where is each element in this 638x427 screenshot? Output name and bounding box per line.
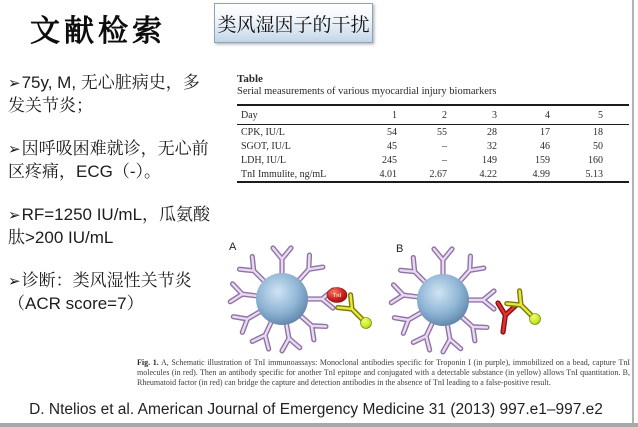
- slide-right-border: [632, 0, 634, 427]
- row-label: TnI Immulite, ng/mL: [241, 168, 327, 180]
- tni-label: TnI: [332, 293, 342, 299]
- table-row: [237, 167, 629, 182]
- cell: 45: [387, 140, 397, 152]
- cell: 50: [593, 140, 603, 152]
- cell: 4.22: [479, 168, 497, 180]
- tracer-ball-a: [361, 318, 372, 329]
- cell: 54: [387, 126, 397, 138]
- cell: 159: [535, 154, 550, 166]
- biomarker-table-block: [237, 73, 629, 183]
- cell: 55: [437, 126, 447, 138]
- bead-a: [256, 273, 308, 325]
- tracer-ball-b: [530, 314, 541, 325]
- cell: 160: [588, 154, 603, 166]
- column-header-4: 4: [545, 110, 550, 121]
- table-label: Table: [237, 73, 263, 85]
- cell: 4.01: [379, 168, 397, 180]
- row-label: CPK, IU/L: [241, 126, 285, 138]
- bullet-marker: ➢: [8, 207, 21, 224]
- cell: 28: [487, 126, 497, 138]
- row-label: LDH, IU/L: [241, 154, 286, 166]
- row-label: SGOT, IU/L: [241, 140, 291, 152]
- bullet-item-labs: ➢RF=1250 IU/mL，瓜氨酸肽>200 IU/mL: [8, 205, 211, 247]
- bead-a-antibodies: [230, 248, 333, 351]
- cell: 32: [487, 140, 497, 152]
- bead-b-antibodies: [391, 249, 494, 352]
- figure-caption: Fig. 1. A, Schematic illustration of TnI immunoassays: Monoclonal antibodies specific for Troponin I (in purple), immobilized on a bead, capture TnI molecules (in red). Then an antibody specific for another TnI epitope and conjugated with a detectable substance (in yellow) allows TnI quantitation. B, Rheumatoid factor (in red) can bridge the capture and detection antibodies in the absence of TnI leading to a false-positive result.: [137, 358, 630, 387]
- bullet-list: [8, 72, 216, 336]
- panel-a-label: A: [229, 241, 237, 253]
- cell: –: [442, 140, 447, 152]
- column-header-1: 1: [392, 110, 397, 121]
- page-title: 文献检索: [30, 15, 166, 48]
- figure-caption-lead: Fig. 1.: [137, 358, 159, 367]
- column-header-5: 5: [598, 110, 603, 121]
- immunoassay-figure: [215, 233, 635, 358]
- column-header-2: 2: [442, 110, 447, 121]
- table-header-row: [237, 105, 629, 125]
- rheumatoid-factor-antibody: [494, 303, 516, 333]
- column-header-3: 3: [492, 110, 497, 121]
- header-callout-label: 类风湿因子的干扰: [217, 14, 370, 36]
- slide-bottom-border: [0, 423, 638, 427]
- cell: 2.67: [429, 168, 447, 180]
- bullet-item-history: ➢75y, M, 无心脏病史，多发关节炎；: [8, 73, 200, 115]
- bullet-marker: ➢: [8, 75, 21, 92]
- column-header-day: Day: [241, 110, 258, 121]
- bead-b: [417, 274, 469, 326]
- panel-b-label: B: [396, 243, 404, 255]
- reference-citation: D. Ntelios et al. American Journal of Emergency Medicine 31 (2013) 997.e1–997.e2: [29, 401, 603, 418]
- cell: 245: [382, 154, 397, 166]
- cell: 149: [482, 154, 497, 166]
- cell: 17: [540, 126, 550, 138]
- biomarker-table: [237, 104, 629, 183]
- cell: 46: [540, 140, 550, 152]
- cell: 4.99: [532, 168, 550, 180]
- table-caption: Serial measurements of various myocardial injury biomarkers: [237, 86, 497, 97]
- cell: 5.13: [585, 168, 603, 180]
- cell: –: [442, 154, 447, 166]
- table-row: [237, 125, 629, 140]
- bullet-item-presentation: ➢因呼吸困难就诊，无心前区疼痛，ECG（-）。: [8, 139, 209, 181]
- bullet-item-diagnosis: ➢诊断：类风湿性关节炎（ACR score=7）: [8, 271, 192, 313]
- bullet-marker: ➢: [8, 273, 21, 290]
- bullet-marker: ➢: [8, 141, 21, 158]
- header-callout-box: [214, 3, 373, 43]
- table-row: [237, 139, 629, 153]
- table-row: [237, 153, 629, 167]
- cell: 18: [593, 126, 603, 138]
